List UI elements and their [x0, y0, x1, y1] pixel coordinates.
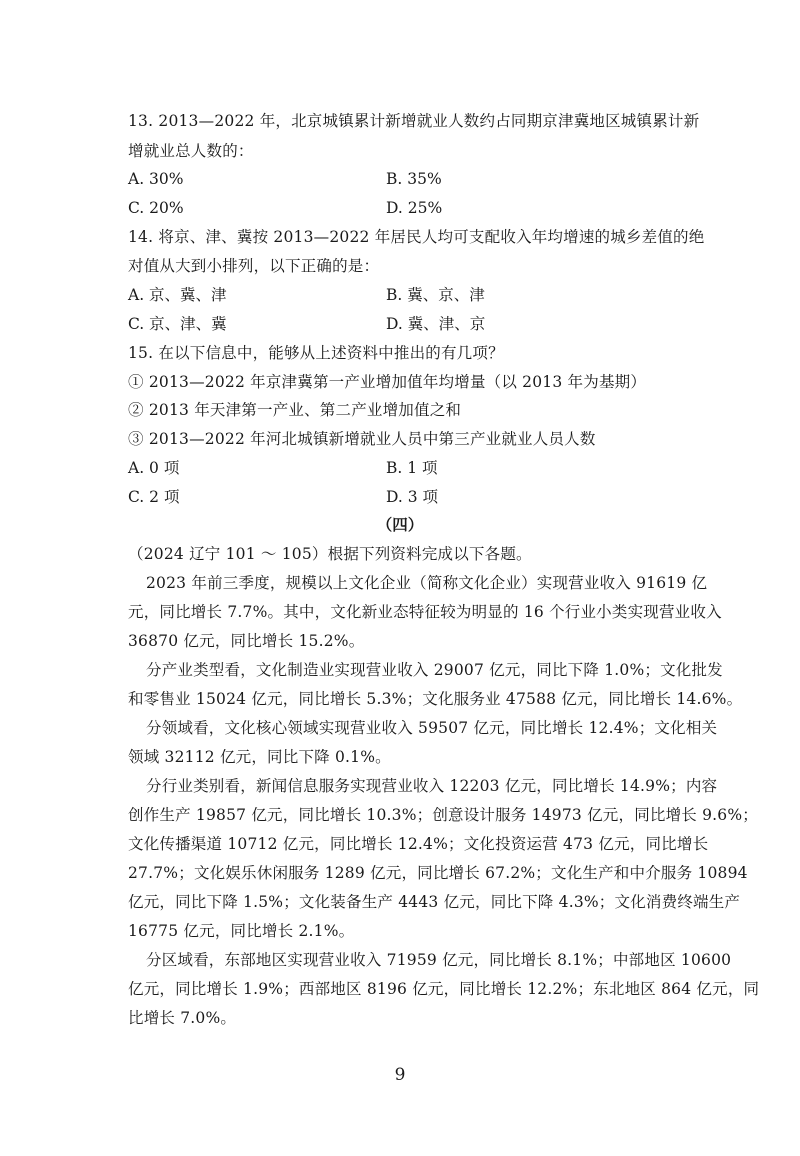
q14-option-c: C. 京、津、冀 [128, 315, 227, 333]
para4-line-6: 16775 亿元，同比增长 2.1%。 [128, 922, 355, 940]
q13-option-c: C. 20% [128, 199, 184, 217]
q13-stem-line-1: 13. 2013—2022 年，北京城镇累计新增就业人数约占同期京津冀地区城镇累计新 [128, 112, 700, 130]
q15-stem: 15. 在以下信息中，能够从上述资料中推出的有几项？ [128, 344, 504, 362]
q15-item-1: ① 2013—2022 年京津冀第一产业增加值年均增量（以 2013 年为基期） [128, 373, 647, 391]
q14-option-d: D. 冀、津、京 [386, 315, 486, 333]
q15-option-b: B. 1 项 [386, 459, 438, 477]
para5-line-3: 比增长 7.0%。 [128, 1009, 237, 1027]
section-heading: （四） [376, 515, 424, 534]
q13-option-d: D. 25% [386, 199, 443, 217]
para5-line-1: 分区域看，东部地区实现营业收入 71959 亿元，同比增长 8.1%；中部地区 10600 [146, 951, 732, 969]
q14-stem-line-2: 对值从大到小排列，以下正确的是： [128, 257, 380, 275]
para4-line-5: 亿元，同比下降 1.5%；文化装备生产 4443 亿元，同比下降 4.3%；文化消费终端生产 [128, 893, 741, 911]
para1-line-1: 2023 年前三季度，规模以上文化企业（简称文化企业）实现营业收入 91619 亿 [146, 574, 708, 592]
q14-stem-line-1: 14. 将京、津、冀按 2013—2022 年居民人均可支配收入年均增速的城乡差值的绝 [128, 228, 705, 246]
q15-option-a: A. 0 项 [128, 459, 180, 477]
para4-line-4: 27.7%；文化娱乐休闲服务 1289 亿元，同比增长 67.2%；文化生产和中介服务 10894 [128, 864, 748, 882]
para1-line-2: 元，同比增长 7.7%。其中，文化新业态特征较为明显的 16 个行业小类实现营业收入 [128, 603, 722, 621]
para4-line-1: 分行业类别看，新闻信息服务实现营业收入 12203 亿元，同比增长 14.9%；内容 [146, 777, 718, 795]
para5-line-2: 亿元，同比增长 1.9%；西部地区 8196 亿元，同比增长 12.2%；东北地区 864 亿元，同 [128, 980, 760, 998]
para2-line-2: 和零售业 15024 亿元，同比增长 5.3%；文化服务业 47588 亿元，同比增长 14.6%。 [128, 690, 743, 708]
q14-option-b: B. 冀、京、津 [386, 286, 485, 304]
page-number: 9 [394, 1065, 406, 1085]
para2-line-1: 分产业类型看，文化制造业实现营业收入 29007 亿元，同比下降 1.0%；文化批发 [146, 661, 723, 679]
q15-item-3: ③ 2013—2022 年河北城镇新增就业人员中第三产业就业人员人数 [128, 430, 596, 448]
para3-line-2: 领域 32112 亿元，同比下降 0.1%。 [128, 748, 391, 766]
q15-item-2: ② 2013 年天津第一产业、第二产业增加值之和 [128, 401, 462, 419]
section-intro: （2024 辽宁 101 ～ 105）根据下列资料完成以下各题。 [128, 545, 532, 563]
q14-option-a: A. 京、冀、津 [128, 286, 227, 304]
para4-line-2: 创作生产 19857 亿元，同比增长 10.3%；创意设计服务 14973 亿元，同比增长 9.6%； [128, 806, 758, 824]
q13-option-b: B. 35% [386, 170, 442, 188]
para4-line-3: 文化传播渠道 10712 亿元，同比增长 12.4%；文化投资运营 473 亿元，同比增长 [128, 835, 709, 853]
q13-stem-line-2: 增就业总人数的： [128, 142, 254, 160]
para1-line-3: 36870 亿元，同比增长 15.2%。 [128, 632, 365, 650]
q15-option-c: C. 2 项 [128, 488, 180, 506]
q15-option-d: D. 3 项 [386, 488, 439, 506]
para3-line-1: 分领域看，文化核心领域实现营业收入 59507 亿元，同比增长 12.4%；文化相关 [146, 719, 718, 737]
q13-option-a: A. 30% [128, 170, 184, 188]
